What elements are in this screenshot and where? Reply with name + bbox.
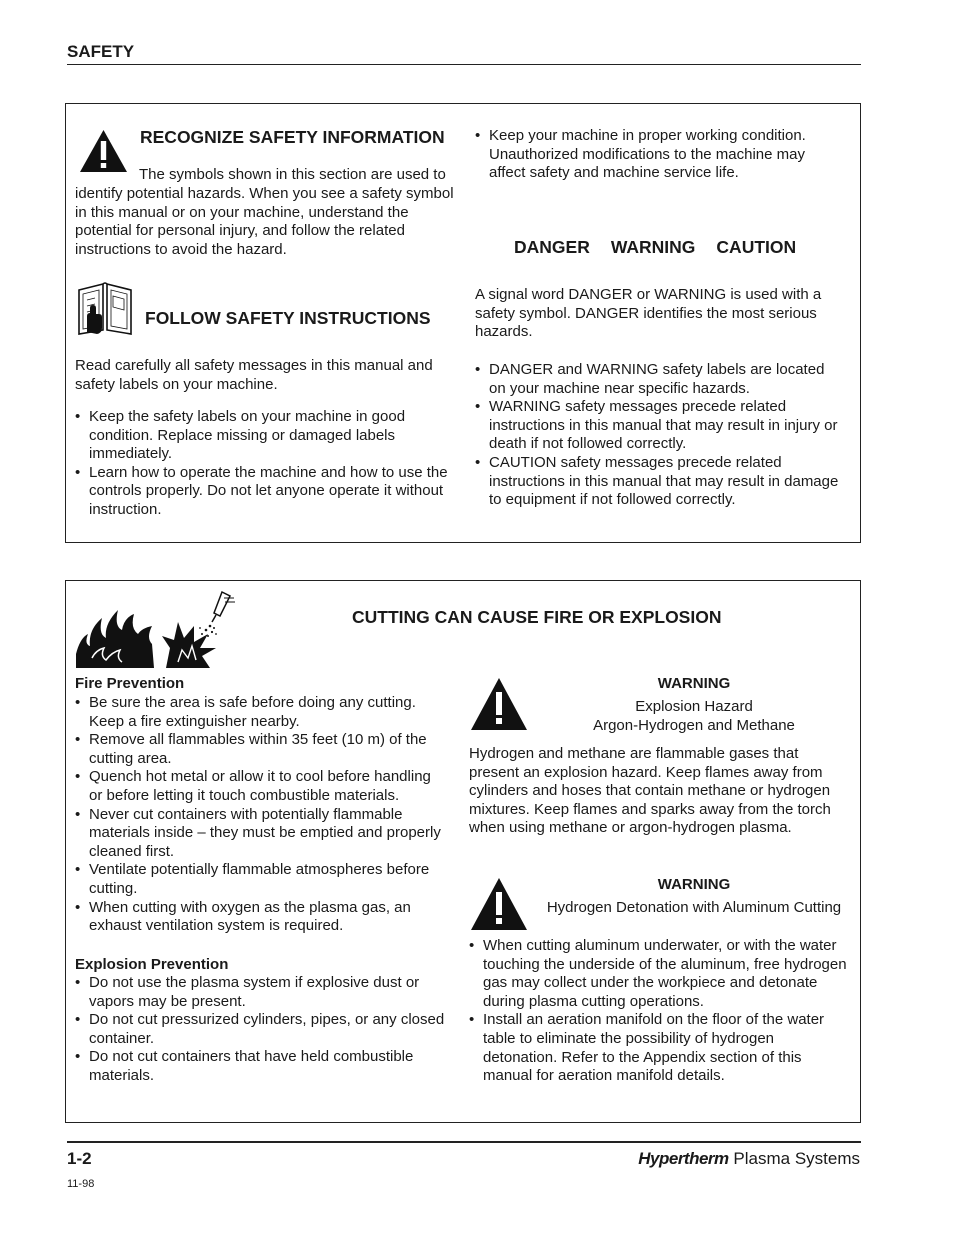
follow-intro: Read carefully all safety messages in this manual and safety labels on your machine. <box>75 357 433 393</box>
manual-hand-icon <box>75 280 135 336</box>
list-item: • Ventilate potentially flammable atmospheres before cutting. <box>75 861 447 898</box>
explosion-prevention-list <box>75 974 447 1086</box>
signal-word-danger: DANGER <box>514 237 590 257</box>
footer-rule <box>67 1141 861 1143</box>
warning2-line1: Hydrogen Detonation with Aluminum Cutting <box>546 899 842 916</box>
revision-date: 11-98 <box>67 1178 95 1190</box>
warning-triangle-icon <box>78 128 129 174</box>
signal-intro: A signal word DANGER or WARNING is used with a safety symbol. DANGER identifies the most serious hazards. <box>475 286 822 341</box>
recognize-body-first: The symbols shown in this section are used to <box>139 166 446 183</box>
list-item: • WARNING safety messages precede related instructions in this manual that may result in injury or death if not followed correctly. <box>475 398 845 454</box>
list-item: • Keep the safety labels on your machine in good condition. Replace missing or damaged labels immediately. <box>75 408 464 464</box>
warning1-line1: Explosion Hazard <box>635 698 753 715</box>
list-item: • Keep your machine in proper working condition. Unauthorized modifications to the machine may affect safety and machine service life. <box>475 127 845 183</box>
signal-word-warning: WARNING <box>610 237 696 257</box>
fire-explosion-icon <box>74 588 244 670</box>
list-item: • Be sure the area is safe before doing any cutting. Keep a fire extinguisher nearby. <box>75 694 447 731</box>
footer-brand <box>638 1150 860 1169</box>
list-item: • Quench hot metal or allow it to cool before handling or before letting it touch combustible materials. <box>75 768 447 805</box>
list-item: • Install an aeration manifold on the floor of the water table to eliminate the possibility of hydrogen detonation. Refer to the Appendix section of this manual for aeration manifold details. <box>469 1011 849 1085</box>
list-item: • Learn how to operate the machine and how to use the controls properly. Do not let anyone operate it without instruction. <box>75 464 464 520</box>
brand-logo: Hypertherm <box>638 1149 729 1168</box>
list-item: • CAUTION safety messages precede related instructions in this manual that may result in damage to equipment if not followed correctly. <box>475 454 845 510</box>
warning-triangle-icon <box>469 876 529 932</box>
list-item: • Do not use the plasma system if explosive dust or vapors may be present. <box>75 974 447 1011</box>
signal-word-caution: CAUTION <box>716 237 797 257</box>
warning1-line2: Argon-Hydrogen and Methane <box>593 717 795 734</box>
recognize-title: RECOGNIZE SAFETY INFORMATION <box>140 127 445 147</box>
machine-condition-list <box>475 127 845 183</box>
list-item: • Do not cut containers that have held combustible materials. <box>75 1048 447 1085</box>
list-item: • Do not cut pressurized cylinders, pipes, or any closed container. <box>75 1011 447 1048</box>
list-item: • When cutting aluminum underwater, or with the water touching the underside of the aluminum, free hydrogen gas may collect under the workpiece and detonate during plasma cutting operations. <box>469 937 849 1011</box>
follow-bullet-list <box>75 408 464 520</box>
signal-bullet-list <box>475 361 845 510</box>
list-item: • When cutting with oxygen as the plasma gas, an exhaust ventilation system is required. <box>75 899 447 936</box>
recognize-body: identify potential hazards. When you see a safety symbol in this manual or on your machine, understand the potential for personal injury, and follow the related instructions to avoid the hazard. <box>75 185 454 258</box>
fire-prevention-heading: Fire Prevention <box>75 675 185 692</box>
list-item: • Remove all flammables within 35 feet (10 m) of the cutting area. <box>75 731 447 768</box>
list-item: • DANGER and WARNING safety labels are located on your machine near specific hazards. <box>475 361 845 398</box>
signal-words <box>514 236 796 258</box>
warning2-bullet-list <box>469 937 849 1086</box>
section-header: SAFETY <box>67 42 135 61</box>
fire-title: CUTTING CAN CAUSE FIRE OR EXPLOSION <box>352 607 722 627</box>
warning2-label: WARNING <box>657 876 731 893</box>
warning-triangle-icon <box>469 676 529 732</box>
fire-prevention-list <box>75 694 447 936</box>
follow-title: FOLLOW SAFETY INSTRUCTIONS <box>145 308 431 328</box>
list-item: • Never cut containers with potentially flammable materials inside – they must be emptied and properly cleaned first. <box>75 806 447 862</box>
header-rule <box>67 64 861 65</box>
page-number: 1-2 <box>67 1149 92 1168</box>
explosion-prevention-heading: Explosion Prevention <box>75 956 229 973</box>
warning1-label: WARNING <box>657 675 731 692</box>
warning1-body: Hydrogen and methane are flammable gases that present an explosion hazard. Keep flames away from cylinders and hoses that contain methane or hydrogen mixtures. Keep flames and sparks away from the torch when using methane or argon-hydrogen plasma. <box>469 745 831 837</box>
product-name: Plasma Systems <box>733 1149 860 1168</box>
